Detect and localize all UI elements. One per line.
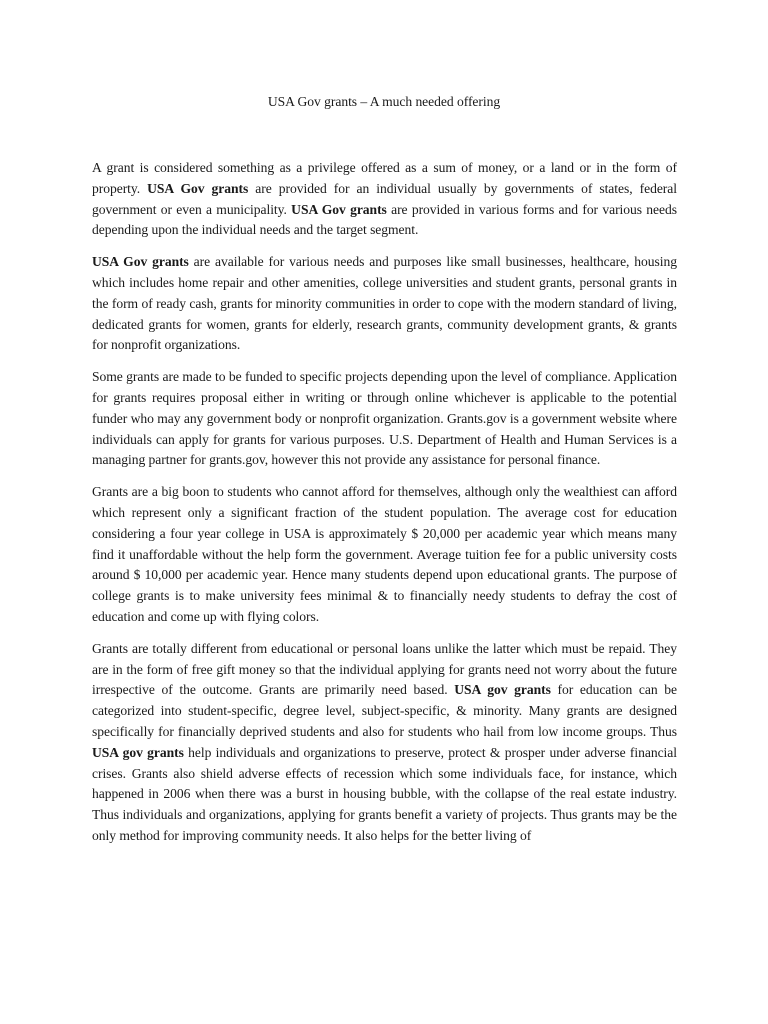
paragraph-5 [92,639,677,847]
bold-term: USA gov grants [454,682,551,698]
paragraph-3 [92,367,677,471]
paragraph-4 [92,482,677,628]
page-title: USA Gov grants – A much needed offering [267,94,501,109]
text-run: Grants are a big boon to students who cannot afford for themselves, although only the wealthiest can afford which represent only a significant fraction of the student population. The average cost for education considering a four year college in USA is approximately $ 20,000 per academic year which means many find it unaffordable without the help form the government. Average tuition fee for a public university costs around $ 10,000 per academic year. Hence many students depend upon educational grants. The purpose of college grants is to make university fees minimal & to financially needy students to defray the cost of education and come up with flying colors. [92,484,677,624]
paragraph-2 [92,252,677,356]
bold-term: USA Gov grants [92,254,189,270]
bold-term: USA Gov grants [291,201,387,217]
bold-term: USA Gov grants [147,180,249,196]
text-run: A grant is considered something as a privilege offered as a sum of money, or a land or in the form of property. [92,160,677,196]
text-run: are provided in various forms and for various needs depending upon the individual needs and the target segment. [92,201,678,238]
text-run: are provided for an individual usually by governments of states, federal government or even a municipality. [92,180,677,217]
text-run: Grants are totally different from educational or personal loans unlike the latter which must be repaid. They are in the form of free gift money so that the individual applying for grants need not worry about the future irrespective of the outcome. Grants are primarily need based. [92,640,677,698]
bold-term: USA gov grants [92,744,184,760]
document-body [92,158,677,858]
text-run: for education can be categorized into student-specific, degree level, subject-specific, & minority. Many grants are designed specifically for financially deprived students and also for students who hail from low income groups. Thus [92,682,678,739]
text-run: are available for various needs and purposes like small businesses, healthcare, housing which includes home repair and other amenities, college universities and student grants, personal grants in the form of ready cash, grants for minority communities in order to cope with the modern standard of living, dedicated grants for women, grants for elderly, research grants, community development grants, & grants for nonprofit organizations. [92,254,677,353]
text-run: help individuals and organizations to preserve, protect & prosper under adverse financial crises. Grants also shield adverse effects of recession which some individuals face, for instance, which happened in 2006 when there was a burst in housing bubble, with the collapse of the real estate industry. Thus individuals and organizations, applying for grants benefit a variety of projects. Thus grants may be the only method for improving community needs. It also helps for the better living of [92,744,677,843]
text-run: Some grants are made to be funded to specific projects depending upon the level of compliance. Application for grants requires proposal either in writing or through online whichever is applicable to the potential funder who may any government body or nonprofit organization. Grants.gov is a government website where individuals can apply for grants for various purposes. U.S. Department of Health and Human Services is a managing partner for grants.gov, however this not provide any assistance for personal finance. [92,369,677,468]
paragraph-1 [92,158,677,241]
